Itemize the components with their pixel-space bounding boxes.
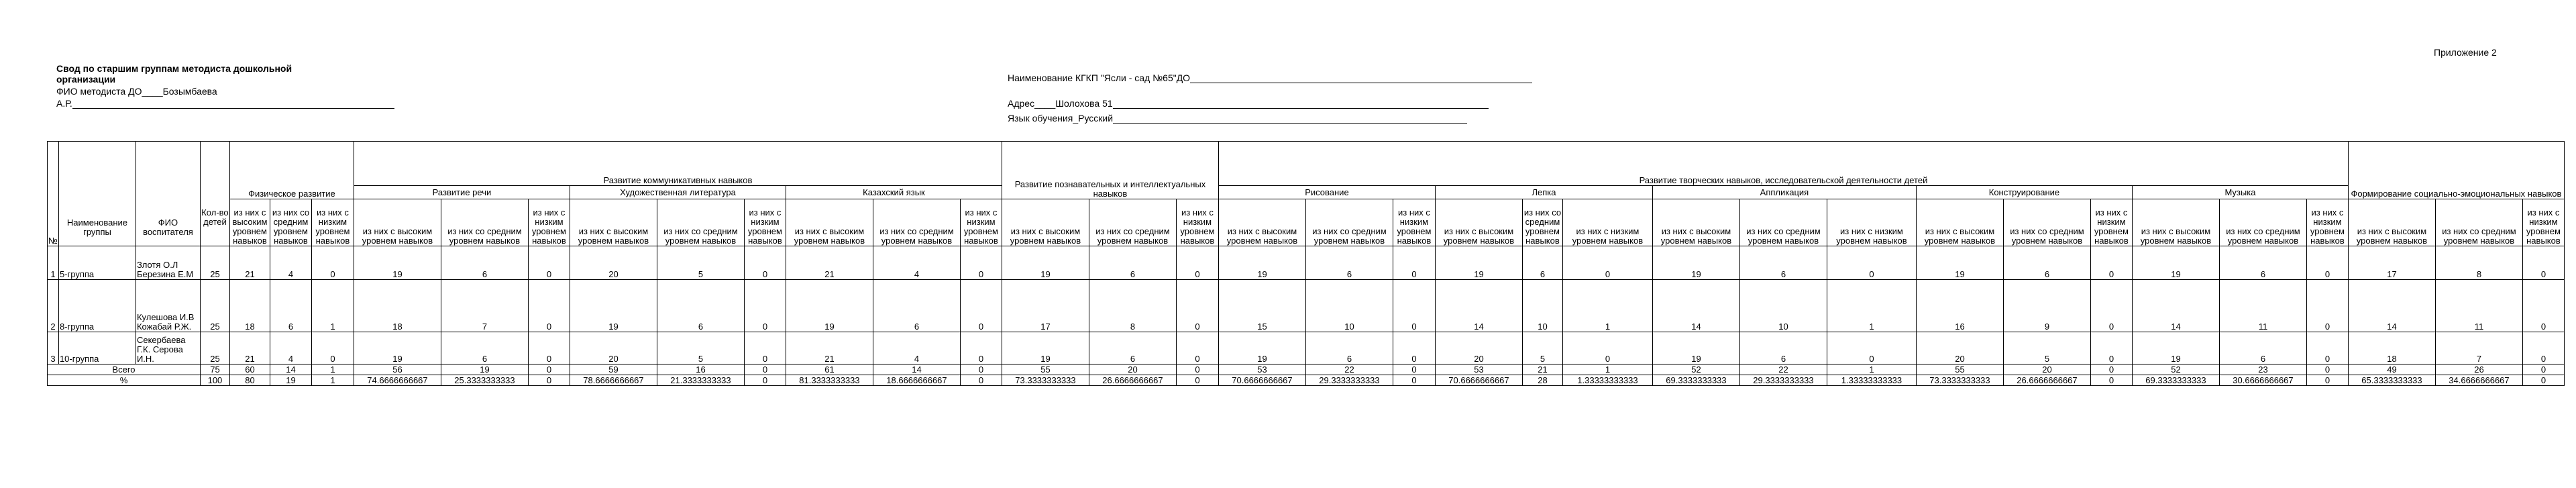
row-number: 2 [48,280,59,332]
header-communicative: Развитие коммуникативных навыков [354,142,1002,186]
value-cell: 1.33333333333 [1562,375,1652,386]
value-cell: 78.6666666667 [570,375,657,386]
value-cell: 0 [2306,246,2348,280]
value-cell: 6 [1739,246,1827,280]
subheader-high-level: из них с высоким уровнем навыков [229,199,270,246]
value-cell: 0 [1176,332,1218,364]
subheader-high-level: из них с высоким уровнем навыков [1916,199,2003,246]
subheader-high-level: из них с высоким уровнем навыков [354,199,441,246]
value-cell: 6 [873,280,960,332]
header-music: Музыка [2132,186,2348,199]
value-cell: 19 [786,280,873,332]
subheader-high-level: из них с высоким уровнем навыков [1218,199,1305,246]
value-cell: 55 [1916,364,2003,375]
value-cell: 1 [311,280,354,332]
value-cell: 59 [570,364,657,375]
value-cell: 0 [528,246,570,280]
value-cell: 20 [1916,332,2003,364]
value-cell: 0 [1176,375,1218,386]
value-cell: 69.3333333333 [1652,375,1739,386]
subheader-low-level: из них с низким уровнем навыков [960,199,1002,246]
table-row [48,280,2565,332]
child-count: 25 [200,280,229,332]
value-cell: 0 [2306,375,2348,386]
subheader-low-level: из них с низким уровнем навыков [1393,199,1435,246]
teacher-name: Секербаева Г.К. Серова И.Н. [136,332,200,364]
percent-row-label: % [48,375,201,386]
subheader-high-level: из них с высоким уровнем навыков [1002,199,1089,246]
value-cell: 0 [528,332,570,364]
value-cell: 0 [2090,280,2132,332]
org-name: Наименование КГКП "Ясли - сад №65"ДО [1008,72,1532,83]
value-cell: 0 [960,246,1002,280]
value-cell: 6 [1522,246,1562,280]
value-cell: 0 [1393,332,1435,364]
teaching-language: Язык обучения_Русский [1008,113,1467,124]
value-cell: 6 [441,246,528,280]
value-cell: 0 [2522,332,2564,364]
value-cell: 16 [1916,280,2003,332]
value-cell: 10 [1522,280,1562,332]
value-cell: 30.6666666667 [2219,375,2306,386]
value-cell: 21 [1522,364,1562,375]
report-title-line2: организации [56,74,116,85]
value-cell: 8 [1089,280,1176,332]
value-cell: 8 [2435,246,2522,280]
header-cognitive: Развитие познавательных и интеллектуальных навыков [1002,142,1218,199]
value-cell: 0 [2090,332,2132,364]
value-cell: 7 [441,280,528,332]
value-cell: 6 [1305,332,1393,364]
value-cell: 14 [1435,280,1522,332]
subheader-low-level: из них с низким уровнем навыков [744,199,786,246]
value-cell: 6 [2219,246,2306,280]
col-child-count: Кол-во детей [200,142,229,246]
value-cell: 23 [2219,364,2306,375]
value-cell: 55 [1002,364,1089,375]
value-cell: 0 [2090,246,2132,280]
percent-row [48,375,2565,386]
value-cell: 18 [2348,332,2435,364]
value-cell: 74.6666666667 [354,375,441,386]
methodist-name: ФИО методиста ДО____Бозымбаева [56,86,217,97]
subheader-low-level: из них с низким уровнем навыков [311,199,354,246]
subheader-medium-level: из них со средним уровнем навыков [2435,199,2522,246]
value-cell: 61 [786,364,873,375]
value-cell: 0 [1176,246,1218,280]
header-speech: Развитие речи [354,186,570,199]
value-cell: 0 [960,364,1002,375]
methodist-name-line2: А.Р. [56,98,394,109]
value-cell: 0 [2522,246,2564,280]
value-cell: 1.33333333333 [1827,375,1916,386]
subheader-medium-level: из них со средним уровнем навыков [1522,199,1562,246]
col-num: № [48,142,59,246]
subheader-medium-level: из них со средним уровнем навыков [2219,199,2306,246]
value-cell: 0 [1393,280,1435,332]
value-cell: 19 [2132,332,2219,364]
total-row-label: Всего [48,364,201,375]
value-cell: 6 [1089,332,1176,364]
value-cell: 52 [2132,364,2219,375]
value-cell: 0 [1393,364,1435,375]
value-cell: 21 [786,332,873,364]
value-cell: 26 [2435,364,2522,375]
value-cell: 29.3333333333 [1739,375,1827,386]
value-cell: 65.3333333333 [2348,375,2435,386]
header-literature: Художественная литература [570,186,786,199]
value-cell: 28 [1522,375,1562,386]
group-name: 8-группа [58,280,136,332]
group-name: 5-группа [58,246,136,280]
subheader-low-level: из них с низким уровнем навыков [2306,199,2348,246]
value-cell: 26.6666666667 [2003,375,2090,386]
row-number: 1 [48,246,59,280]
summary-table [47,141,2565,386]
value-cell: 52 [1652,364,1739,375]
header-physical: Физическое развитие [229,142,354,199]
subheader-medium-level: из них со средним уровнем навыков [1739,199,1827,246]
value-cell: 19 [570,280,657,332]
value-cell: 69.3333333333 [2132,375,2219,386]
value-cell: 0 [744,280,786,332]
value-cell: 0 [311,246,354,280]
value-cell: 19 [1218,332,1305,364]
subheader-high-level: из них с высоким уровнем навыков [570,199,657,246]
value-cell: 49 [2348,364,2435,375]
value-cell: 80 [229,375,270,386]
value-cell: 20 [1089,364,1176,375]
value-cell: 20 [1435,332,1522,364]
value-cell: 0 [1176,364,1218,375]
subheader-low-level: из них с низким уровнем навыков [528,199,570,246]
value-cell: 19 [2132,246,2219,280]
value-cell: 53 [1218,364,1305,375]
value-cell: 4 [270,246,311,280]
value-cell: 19 [1652,332,1739,364]
value-cell: 1 [311,364,354,375]
value-cell: 6 [2003,246,2090,280]
value-cell: 5 [1522,332,1562,364]
row-number: 3 [48,332,59,364]
appendix-label: Приложение 2 [2434,47,2497,58]
value-cell: 10 [1305,280,1393,332]
subheader-high-level: из них с высоким уровнем навыков [2348,199,2435,246]
subheader-low-level: из них с низким уровнем навыков [1562,199,1652,246]
subheader-low-level: из них с низким уровнем навыков [2090,199,2132,246]
header-construction: Конструирование [1916,186,2132,199]
value-cell: 34.6666666667 [2435,375,2522,386]
value-cell: 0 [1562,332,1652,364]
value-cell: 6 [270,280,311,332]
value-cell: 0 [311,332,354,364]
subheader-medium-level: из них со средним уровнем навыков [1089,199,1176,246]
value-cell: 18.6666666667 [873,375,960,386]
value-cell: 15 [1218,280,1305,332]
value-cell: 9 [2003,280,2090,332]
value-cell: 18 [229,280,270,332]
value-cell: 25.3333333333 [441,375,528,386]
value-cell: 20 [570,246,657,280]
table-row [48,332,2565,364]
value-cell: 11 [2435,280,2522,332]
value-cell: 22 [1739,364,1827,375]
value-cell: 0 [2522,375,2564,386]
value-cell: 0 [1562,246,1652,280]
value-cell: 6 [2219,332,2306,364]
subheader-low-level: из них с низким уровнем навыков [1176,199,1218,246]
value-cell: 14 [2132,280,2219,332]
child-count: 25 [200,332,229,364]
percent-row-count: 100 [200,375,229,386]
value-cell: 0 [528,375,570,386]
subheader-low-level: из них с низким уровнем навыков [2522,199,2564,246]
header-social: Формирование социально-эмоциональных навыков [2348,142,2564,199]
value-cell: 0 [1393,246,1435,280]
subheader-medium-level: из них со средним уровнем навыков [2003,199,2090,246]
header-kazakh: Казахский язык [786,186,1002,199]
header-modeling: Лепка [1435,186,1652,199]
value-cell: 81.3333333333 [786,375,873,386]
subheader-medium-level: из них со средним уровнем навыков [1305,199,1393,246]
value-cell: 0 [1176,280,1218,332]
value-cell: 22 [1305,364,1393,375]
value-cell: 5 [657,246,744,280]
org-address: Адрес____Шолохова 51 [1008,98,1489,109]
value-cell: 0 [1393,375,1435,386]
total-row [48,364,2565,375]
value-cell: 10 [1739,280,1827,332]
value-cell: 29.3333333333 [1305,375,1393,386]
col-teacher: ФИО воспитателя [136,142,200,246]
value-cell: 19 [354,246,441,280]
value-cell: 19 [270,375,311,386]
value-cell: 19 [1652,246,1739,280]
value-cell: 0 [1827,332,1916,364]
value-cell: 0 [960,280,1002,332]
teacher-name: Кулешова И.В Кожабай Р.Ж. [136,280,200,332]
subheader-medium-level: из них со средним уровнем навыков [441,199,528,246]
value-cell: 1 [1562,364,1652,375]
value-cell: 19 [1435,246,1522,280]
value-cell: 1 [311,375,354,386]
header-drawing: Рисование [1218,186,1435,199]
value-cell: 1 [1827,364,1916,375]
value-cell: 73.3333333333 [1002,375,1089,386]
child-count: 25 [200,246,229,280]
value-cell: 0 [2306,280,2348,332]
value-cell: 70.6666666667 [1435,375,1522,386]
value-cell: 0 [528,280,570,332]
value-cell: 56 [354,364,441,375]
value-cell: 6 [1739,332,1827,364]
table-row [48,246,2565,280]
value-cell: 1 [1827,280,1916,332]
value-cell: 17 [2348,246,2435,280]
value-cell: 0 [744,364,786,375]
value-cell: 19 [1218,246,1305,280]
value-cell: 4 [270,332,311,364]
col-group-name: Наименование группы [58,142,136,246]
value-cell: 19 [354,332,441,364]
value-cell: 6 [1089,246,1176,280]
value-cell: 6 [657,280,744,332]
value-cell: 7 [2435,332,2522,364]
value-cell: 73.3333333333 [1916,375,2003,386]
value-cell: 21 [786,246,873,280]
value-cell: 19 [1916,246,2003,280]
value-cell: 14 [1652,280,1739,332]
group-name: 10-группа [58,332,136,364]
value-cell: 4 [873,332,960,364]
subheader-medium-level: из них со средним уровнем навыков [270,199,311,246]
value-cell: 5 [2003,332,2090,364]
value-cell: 11 [2219,280,2306,332]
value-cell: 60 [229,364,270,375]
value-cell: 18 [354,280,441,332]
value-cell: 0 [744,375,786,386]
value-cell: 14 [873,364,960,375]
value-cell: 0 [2306,332,2348,364]
value-cell: 19 [1002,332,1089,364]
value-cell: 21 [229,332,270,364]
subheader-medium-level: из них со средним уровнем навыков [657,199,744,246]
value-cell: 21.3333333333 [657,375,744,386]
report-title-line1: Свод по старшим группам методиста дошкольной [56,63,292,74]
value-cell: 6 [441,332,528,364]
value-cell: 14 [270,364,311,375]
subheader-medium-level: из них со средним уровнем навыков [873,199,960,246]
value-cell: 0 [2522,364,2564,375]
value-cell: 6 [1305,246,1393,280]
value-cell: 14 [2348,280,2435,332]
value-cell: 19 [441,364,528,375]
subheader-low-level: из них с низким уровнем навыков [1827,199,1916,246]
value-cell: 0 [960,375,1002,386]
value-cell: 16 [657,364,744,375]
value-cell: 0 [744,332,786,364]
header-creative: Развитие творческих навыков, исследовательской деятельности детей [1218,142,2348,186]
value-cell: 0 [2090,375,2132,386]
value-cell: 0 [1827,246,1916,280]
value-cell: 0 [960,332,1002,364]
total-row-count: 75 [200,364,229,375]
value-cell: 19 [1002,246,1089,280]
teacher-name: Злотя О.Л Березина Е.М [136,246,200,280]
value-cell: 17 [1002,280,1089,332]
value-cell: 20 [2003,364,2090,375]
value-cell: 70.6666666667 [1218,375,1305,386]
value-cell: 0 [528,364,570,375]
subheader-high-level: из них с высоким уровнем навыков [786,199,873,246]
subheader-high-level: из них с высоким уровнем навыков [2132,199,2219,246]
subheader-high-level: из них с высоким уровнем навыков [1652,199,1739,246]
value-cell: 0 [2306,364,2348,375]
value-cell: 5 [657,332,744,364]
header-applique: Аппликация [1652,186,1916,199]
value-cell: 21 [229,246,270,280]
subheader-high-level: из них с высоким уровнем навыков [1435,199,1522,246]
value-cell: 26.6666666667 [1089,375,1176,386]
value-cell: 0 [2090,364,2132,375]
value-cell: 20 [570,332,657,364]
value-cell: 1 [1562,280,1652,332]
value-cell: 53 [1435,364,1522,375]
value-cell: 0 [2522,280,2564,332]
value-cell: 0 [744,246,786,280]
value-cell: 4 [873,246,960,280]
